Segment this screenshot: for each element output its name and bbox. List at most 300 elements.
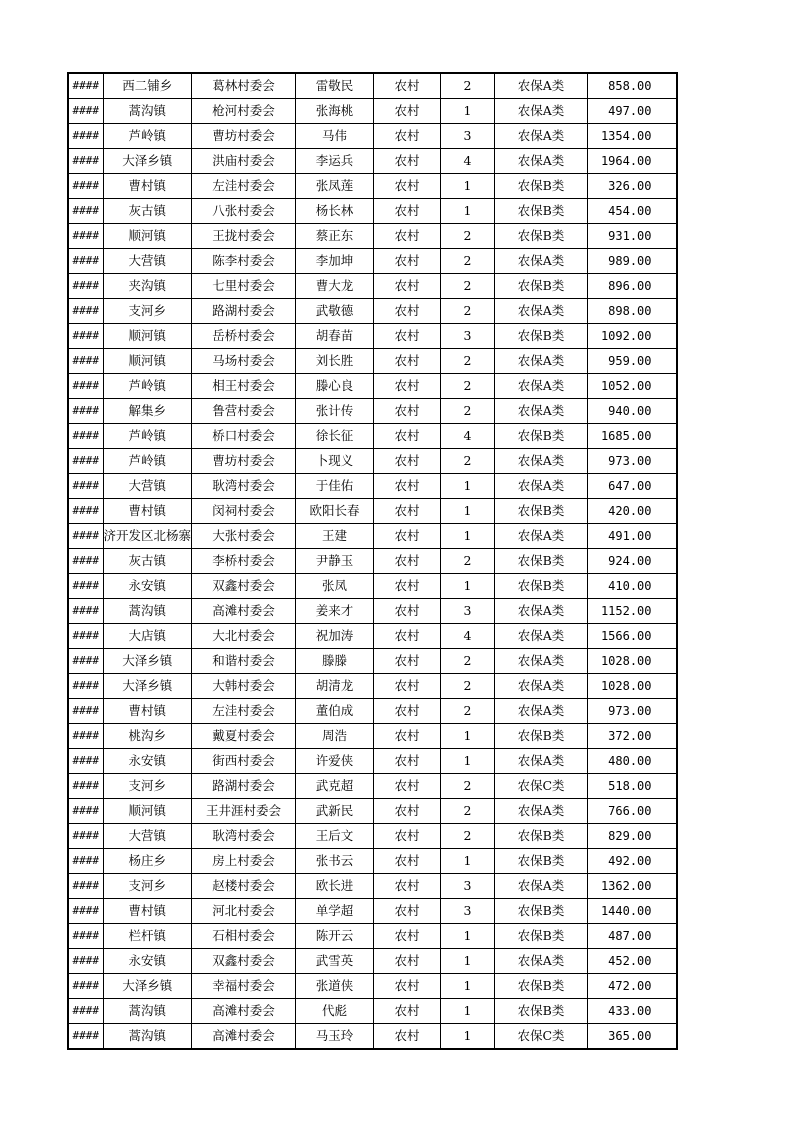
household-type-cell: 农村	[374, 399, 441, 424]
person-name-cell: 欧长进	[296, 874, 374, 899]
household-type-cell: 农村	[374, 424, 441, 449]
amount-cell: 898.00	[588, 299, 677, 324]
household-type-cell: 农村	[374, 499, 441, 524]
record-id-cell: ####	[68, 749, 103, 774]
person-name-cell: 陈开云	[296, 924, 374, 949]
village-committee-cell: 房上村委会	[192, 849, 296, 874]
amount-cell: 372.00	[588, 724, 677, 749]
table-row	[68, 1024, 677, 1050]
table-row	[68, 999, 677, 1024]
record-id-cell: ####	[68, 374, 103, 399]
person-name-cell: 武克超	[296, 774, 374, 799]
amount-cell: 829.00	[588, 824, 677, 849]
record-id-cell: ####	[68, 399, 103, 424]
person-name-cell: 刘长胜	[296, 349, 374, 374]
table-row	[68, 99, 677, 124]
amount-cell: 959.00	[588, 349, 677, 374]
person-name-cell: 雷敬民	[296, 73, 374, 99]
insurance-category-cell: 农保B类	[495, 274, 588, 299]
table-row	[68, 524, 677, 549]
township-cell: 曹村镇	[103, 899, 192, 924]
table-row	[68, 674, 677, 699]
data-table	[67, 72, 678, 1050]
township-cell: 大店镇	[103, 624, 192, 649]
village-committee-cell: 和谐村委会	[192, 649, 296, 674]
household-type-cell: 农村	[374, 799, 441, 824]
record-id-cell: ####	[68, 149, 103, 174]
member-count-cell: 1	[441, 474, 495, 499]
record-id-cell: ####	[68, 349, 103, 374]
table-row	[68, 274, 677, 299]
table-row	[68, 449, 677, 474]
village-committee-cell: 街西村委会	[192, 749, 296, 774]
record-id-cell: ####	[68, 649, 103, 674]
record-id-cell: ####	[68, 899, 103, 924]
member-count-cell: 2	[441, 824, 495, 849]
insurance-category-cell: 农保B类	[495, 424, 588, 449]
person-name-cell: 滕滕	[296, 649, 374, 674]
record-id-cell: ####	[68, 999, 103, 1024]
person-name-cell: 张海桃	[296, 99, 374, 124]
amount-cell: 1685.00	[588, 424, 677, 449]
member-count-cell: 2	[441, 774, 495, 799]
table-row	[68, 974, 677, 999]
member-count-cell: 3	[441, 899, 495, 924]
village-committee-cell: 大北村委会	[192, 624, 296, 649]
table-row	[68, 849, 677, 874]
amount-cell: 1362.00	[588, 874, 677, 899]
member-count-cell: 2	[441, 274, 495, 299]
amount-cell: 492.00	[588, 849, 677, 874]
person-name-cell: 卜现义	[296, 449, 374, 474]
record-id-cell: ####	[68, 874, 103, 899]
township-cell: 大营镇	[103, 824, 192, 849]
household-type-cell: 农村	[374, 124, 441, 149]
household-type-cell: 农村	[374, 749, 441, 774]
table-row	[68, 749, 677, 774]
township-cell: 杨庄乡	[103, 849, 192, 874]
person-name-cell: 单学超	[296, 899, 374, 924]
township-cell: 永安镇	[103, 949, 192, 974]
person-name-cell: 祝加涛	[296, 624, 374, 649]
person-name-cell: 胡清龙	[296, 674, 374, 699]
member-count-cell: 3	[441, 599, 495, 624]
insurance-category-cell: 农保A类	[495, 524, 588, 549]
village-committee-cell: 左洼村委会	[192, 174, 296, 199]
record-id-cell: ####	[68, 924, 103, 949]
table-row	[68, 924, 677, 949]
member-count-cell: 1	[441, 849, 495, 874]
member-count-cell: 2	[441, 449, 495, 474]
insurance-category-cell: 农保B类	[495, 324, 588, 349]
household-type-cell: 农村	[374, 299, 441, 324]
insurance-category-cell: 农保C类	[495, 1024, 588, 1050]
record-id-cell: ####	[68, 73, 103, 99]
record-id-cell: ####	[68, 324, 103, 349]
member-count-cell: 3	[441, 874, 495, 899]
household-type-cell: 农村	[374, 674, 441, 699]
amount-cell: 487.00	[588, 924, 677, 949]
amount-cell: 1052.00	[588, 374, 677, 399]
insurance-category-cell: 农保A类	[495, 699, 588, 724]
township-cell: 夹沟镇	[103, 274, 192, 299]
record-id-cell: ####	[68, 1024, 103, 1050]
village-committee-cell: 相王村委会	[192, 374, 296, 399]
village-committee-cell: 双鑫村委会	[192, 949, 296, 974]
person-name-cell: 徐长征	[296, 424, 374, 449]
member-count-cell: 4	[441, 624, 495, 649]
amount-cell: 647.00	[588, 474, 677, 499]
household-type-cell: 农村	[374, 974, 441, 999]
record-id-cell: ####	[68, 849, 103, 874]
table-row	[68, 174, 677, 199]
township-cell: 顺河镇	[103, 324, 192, 349]
household-type-cell: 农村	[374, 374, 441, 399]
member-count-cell: 3	[441, 324, 495, 349]
village-committee-cell: 葛林村委会	[192, 73, 296, 99]
person-name-cell: 代彪	[296, 999, 374, 1024]
amount-cell: 858.00	[588, 73, 677, 99]
member-count-cell: 3	[441, 124, 495, 149]
township-cell: 大泽乡镇	[103, 674, 192, 699]
person-name-cell: 武新民	[296, 799, 374, 824]
village-committee-cell: 赵楼村委会	[192, 874, 296, 899]
amount-cell: 433.00	[588, 999, 677, 1024]
household-type-cell: 农村	[374, 774, 441, 799]
village-committee-cell: 七里村委会	[192, 274, 296, 299]
record-id-cell: ####	[68, 524, 103, 549]
amount-cell: 896.00	[588, 274, 677, 299]
record-id-cell: ####	[68, 699, 103, 724]
village-committee-cell: 鲁营村委会	[192, 399, 296, 424]
table-row	[68, 774, 677, 799]
township-cell: 蒿沟镇	[103, 1024, 192, 1050]
member-count-cell: 4	[441, 149, 495, 174]
insurance-category-cell: 农保A类	[495, 799, 588, 824]
member-count-cell: 2	[441, 674, 495, 699]
record-id-cell: ####	[68, 99, 103, 124]
township-cell: 灰古镇	[103, 549, 192, 574]
record-id-cell: ####	[68, 299, 103, 324]
person-name-cell: 周浩	[296, 724, 374, 749]
insurance-category-cell: 农保B类	[495, 899, 588, 924]
insurance-category-cell: 农保A类	[495, 474, 588, 499]
table-row	[68, 224, 677, 249]
township-cell: 芦岭镇	[103, 124, 192, 149]
table-row	[68, 474, 677, 499]
member-count-cell: 1	[441, 99, 495, 124]
township-cell: 大泽乡镇	[103, 149, 192, 174]
village-committee-cell: 高滩村委会	[192, 1024, 296, 1050]
village-committee-cell: 戴夏村委会	[192, 724, 296, 749]
household-type-cell: 农村	[374, 549, 441, 574]
member-count-cell: 2	[441, 699, 495, 724]
township-cell: 支河乡	[103, 774, 192, 799]
household-type-cell: 农村	[374, 149, 441, 174]
member-count-cell: 1	[441, 199, 495, 224]
village-committee-cell: 陈李村委会	[192, 249, 296, 274]
table-row	[68, 574, 677, 599]
insurance-category-cell: 农保A类	[495, 674, 588, 699]
person-name-cell: 胡春苗	[296, 324, 374, 349]
household-type-cell: 农村	[374, 224, 441, 249]
member-count-cell: 2	[441, 224, 495, 249]
township-cell: 曹村镇	[103, 499, 192, 524]
amount-cell: 1092.00	[588, 324, 677, 349]
person-name-cell: 蔡正东	[296, 224, 374, 249]
record-id-cell: ####	[68, 449, 103, 474]
amount-cell: 924.00	[588, 549, 677, 574]
household-type-cell: 农村	[374, 849, 441, 874]
village-committee-cell: 河北村委会	[192, 899, 296, 924]
table-row	[68, 549, 677, 574]
person-name-cell: 杨长林	[296, 199, 374, 224]
insurance-category-cell: 农保B类	[495, 174, 588, 199]
village-committee-cell: 王井涯村委会	[192, 799, 296, 824]
record-id-cell: ####	[68, 674, 103, 699]
village-committee-cell: 桥口村委会	[192, 424, 296, 449]
insurance-category-cell: 农保A类	[495, 624, 588, 649]
village-committee-cell: 李桥村委会	[192, 549, 296, 574]
amount-cell: 940.00	[588, 399, 677, 424]
person-name-cell: 张凤莲	[296, 174, 374, 199]
amount-cell: 1354.00	[588, 124, 677, 149]
township-cell: 栏杆镇	[103, 924, 192, 949]
person-name-cell: 滕心良	[296, 374, 374, 399]
person-name-cell: 李加坤	[296, 249, 374, 274]
township-cell: 顺河镇	[103, 799, 192, 824]
village-committee-cell: 枪河村委会	[192, 99, 296, 124]
table-row	[68, 899, 677, 924]
township-cell: 大营镇	[103, 249, 192, 274]
member-count-cell: 1	[441, 749, 495, 774]
person-name-cell: 张凤	[296, 574, 374, 599]
record-id-cell: ####	[68, 474, 103, 499]
household-type-cell: 农村	[374, 324, 441, 349]
township-cell: 顺河镇	[103, 349, 192, 374]
table-row	[68, 874, 677, 899]
township-cell: 蒿沟镇	[103, 999, 192, 1024]
record-id-cell: ####	[68, 799, 103, 824]
member-count-cell: 2	[441, 249, 495, 274]
member-count-cell: 1	[441, 949, 495, 974]
village-committee-cell: 左洼村委会	[192, 699, 296, 724]
village-committee-cell: 高滩村委会	[192, 999, 296, 1024]
village-committee-cell: 曹坊村委会	[192, 449, 296, 474]
record-id-cell: ####	[68, 824, 103, 849]
household-type-cell: 农村	[374, 274, 441, 299]
township-cell: 济开发区北杨寨	[103, 524, 192, 549]
member-count-cell: 1	[441, 574, 495, 599]
table-row	[68, 149, 677, 174]
township-cell: 顺河镇	[103, 224, 192, 249]
amount-cell: 1028.00	[588, 649, 677, 674]
village-committee-cell: 八张村委会	[192, 199, 296, 224]
table-row	[68, 949, 677, 974]
table-row	[68, 249, 677, 274]
member-count-cell: 1	[441, 1024, 495, 1050]
table-row	[68, 799, 677, 824]
household-type-cell: 农村	[374, 449, 441, 474]
village-committee-cell: 石相村委会	[192, 924, 296, 949]
insurance-category-cell: 农保B类	[495, 549, 588, 574]
household-type-cell: 农村	[374, 174, 441, 199]
household-type-cell: 农村	[374, 649, 441, 674]
township-cell: 芦岭镇	[103, 424, 192, 449]
member-count-cell: 2	[441, 399, 495, 424]
township-cell: 支河乡	[103, 299, 192, 324]
household-type-cell: 农村	[374, 874, 441, 899]
person-name-cell: 许爱侠	[296, 749, 374, 774]
insurance-category-cell: 农保A类	[495, 649, 588, 674]
village-committee-cell: 幸福村委会	[192, 974, 296, 999]
insurance-category-cell: 农保A类	[495, 149, 588, 174]
member-count-cell: 2	[441, 799, 495, 824]
amount-cell: 326.00	[588, 174, 677, 199]
record-id-cell: ####	[68, 724, 103, 749]
table-row	[68, 73, 677, 99]
person-name-cell: 王后文	[296, 824, 374, 849]
amount-cell: 973.00	[588, 699, 677, 724]
table-row	[68, 324, 677, 349]
household-type-cell: 农村	[374, 199, 441, 224]
member-count-cell: 1	[441, 499, 495, 524]
table-row	[68, 499, 677, 524]
table-row	[68, 699, 677, 724]
person-name-cell: 董伯成	[296, 699, 374, 724]
member-count-cell: 2	[441, 549, 495, 574]
amount-cell: 420.00	[588, 499, 677, 524]
amount-cell: 472.00	[588, 974, 677, 999]
amount-cell: 1964.00	[588, 149, 677, 174]
member-count-cell: 1	[441, 999, 495, 1024]
record-id-cell: ####	[68, 624, 103, 649]
village-committee-cell: 马场村委会	[192, 349, 296, 374]
insurance-category-cell: 农保A类	[495, 749, 588, 774]
person-name-cell: 武敬德	[296, 299, 374, 324]
table-row	[68, 824, 677, 849]
township-cell: 大营镇	[103, 474, 192, 499]
insurance-category-cell: 农保B类	[495, 974, 588, 999]
household-type-cell: 农村	[374, 524, 441, 549]
insurance-category-cell: 农保A类	[495, 99, 588, 124]
record-id-cell: ####	[68, 549, 103, 574]
insurance-category-cell: 农保B类	[495, 924, 588, 949]
township-cell: 大泽乡镇	[103, 974, 192, 999]
amount-cell: 1566.00	[588, 624, 677, 649]
insurance-category-cell: 农保A类	[495, 399, 588, 424]
record-id-cell: ####	[68, 949, 103, 974]
insurance-category-cell: 农保B类	[495, 499, 588, 524]
household-type-cell: 农村	[374, 949, 441, 974]
table-row	[68, 374, 677, 399]
insurance-category-cell: 农保B类	[495, 574, 588, 599]
record-id-cell: ####	[68, 174, 103, 199]
household-type-cell: 农村	[374, 999, 441, 1024]
insurance-category-cell: 农保A类	[495, 449, 588, 474]
member-count-cell: 4	[441, 424, 495, 449]
township-cell: 芦岭镇	[103, 374, 192, 399]
table-row	[68, 199, 677, 224]
member-count-cell: 2	[441, 374, 495, 399]
record-id-cell: ####	[68, 974, 103, 999]
amount-cell: 491.00	[588, 524, 677, 549]
record-id-cell: ####	[68, 274, 103, 299]
village-committee-cell: 大韩村委会	[192, 674, 296, 699]
record-id-cell: ####	[68, 599, 103, 624]
township-cell: 永安镇	[103, 574, 192, 599]
insurance-category-cell: 农保A类	[495, 73, 588, 99]
household-type-cell: 农村	[374, 824, 441, 849]
township-cell: 曹村镇	[103, 174, 192, 199]
person-name-cell: 于佳佑	[296, 474, 374, 499]
amount-cell: 365.00	[588, 1024, 677, 1050]
member-count-cell: 2	[441, 73, 495, 99]
township-cell: 蒿沟镇	[103, 599, 192, 624]
household-type-cell: 农村	[374, 249, 441, 274]
amount-cell: 497.00	[588, 99, 677, 124]
person-name-cell: 尹静玉	[296, 549, 374, 574]
insurance-category-cell: 农保A类	[495, 124, 588, 149]
table-row	[68, 649, 677, 674]
table-row	[68, 599, 677, 624]
village-committee-cell: 曹坊村委会	[192, 124, 296, 149]
table-row	[68, 399, 677, 424]
insurance-category-cell: 农保A类	[495, 949, 588, 974]
household-type-cell: 农村	[374, 624, 441, 649]
insurance-category-cell: 农保A类	[495, 374, 588, 399]
village-committee-cell: 耿湾村委会	[192, 824, 296, 849]
village-committee-cell: 双鑫村委会	[192, 574, 296, 599]
person-name-cell: 李运兵	[296, 149, 374, 174]
member-count-cell: 2	[441, 299, 495, 324]
village-committee-cell: 岳桥村委会	[192, 324, 296, 349]
village-committee-cell: 大张村委会	[192, 524, 296, 549]
record-id-cell: ####	[68, 249, 103, 274]
household-type-cell: 农村	[374, 899, 441, 924]
amount-cell: 1028.00	[588, 674, 677, 699]
household-type-cell: 农村	[374, 1024, 441, 1050]
insurance-category-cell: 农保B类	[495, 824, 588, 849]
table-row	[68, 724, 677, 749]
township-cell: 大泽乡镇	[103, 649, 192, 674]
insurance-category-cell: 农保B类	[495, 849, 588, 874]
household-type-cell: 农村	[374, 599, 441, 624]
amount-cell: 766.00	[588, 799, 677, 824]
amount-cell: 480.00	[588, 749, 677, 774]
person-name-cell: 张道侠	[296, 974, 374, 999]
person-name-cell: 马伟	[296, 124, 374, 149]
amount-cell: 973.00	[588, 449, 677, 474]
record-id-cell: ####	[68, 774, 103, 799]
village-committee-cell: 路湖村委会	[192, 774, 296, 799]
person-name-cell: 欧阳长春	[296, 499, 374, 524]
household-type-cell: 农村	[374, 474, 441, 499]
person-name-cell: 姜来才	[296, 599, 374, 624]
amount-cell: 1440.00	[588, 899, 677, 924]
township-cell: 西二铺乡	[103, 73, 192, 99]
member-count-cell: 1	[441, 174, 495, 199]
amount-cell: 454.00	[588, 199, 677, 224]
amount-cell: 518.00	[588, 774, 677, 799]
amount-cell: 931.00	[588, 224, 677, 249]
table-row	[68, 124, 677, 149]
member-count-cell: 1	[441, 524, 495, 549]
table-row	[68, 349, 677, 374]
township-cell: 解集乡	[103, 399, 192, 424]
record-id-cell: ####	[68, 124, 103, 149]
record-id-cell: ####	[68, 499, 103, 524]
